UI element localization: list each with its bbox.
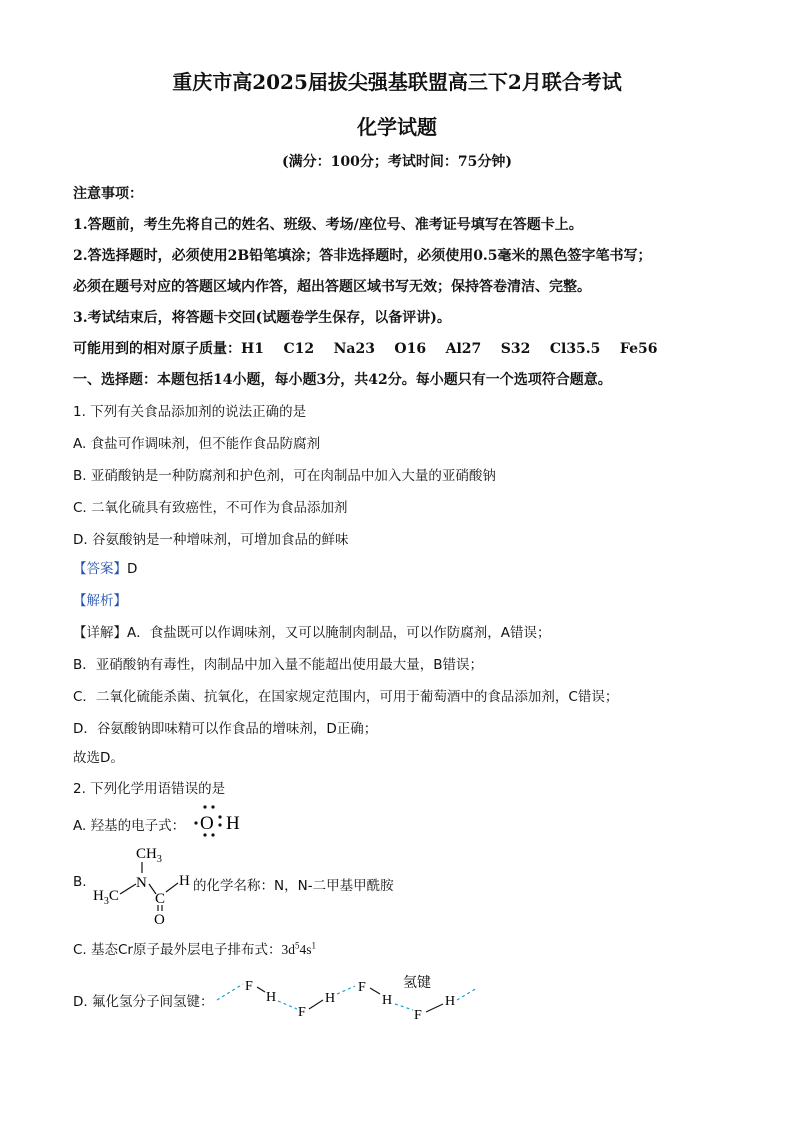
q1-option-b: B. 亚硝酸钠是一种防腐剂和护色剂，可在肉制品中加入大量的亚硝酸钠 — [73, 468, 496, 484]
covalent-bond — [309, 1000, 323, 1009]
covalent-bond — [257, 987, 265, 992]
fluorine-atom: F — [245, 979, 253, 994]
fluorine-atom: F — [358, 980, 366, 995]
q2-stem: 2. 下列化学用语错误的是 — [73, 781, 226, 797]
ch3-top: $CH_3$ — [136, 846, 162, 865]
covalent-bond — [370, 988, 380, 994]
answer-value: D — [127, 561, 138, 577]
hydrogen-atom: H — [382, 993, 393, 1008]
q1-option-c: C. 二氧化硫具有致癌性，不可作为食品添加剂 — [73, 500, 348, 516]
q1-conclusion: 故选D。 — [73, 750, 124, 766]
h3c-left: $H_3C$ — [93, 888, 119, 907]
hydrogen-bond — [337, 986, 355, 994]
fluorine-atom: F — [414, 1008, 422, 1022]
section-heading: 一、选择题：本题包括14小题，每小题3分，共42分。每小题只有一个选项符合题意。 — [73, 372, 612, 388]
electron-dot — [218, 823, 221, 826]
note-item: 3.考试结束后，将答题卡交回(试题卷学生保存，以备评讲)。 — [73, 310, 451, 326]
q2-option-c — [73, 938, 316, 958]
hydrogen-bond — [457, 988, 477, 1000]
hf-hydrogen-bond-diagram — [215, 972, 485, 1022]
carbon-atom: C — [155, 891, 166, 907]
q1-detail-b: B．亚硝酸钠有毒性，肉制品中加入量不能超出使用最大量，B错误； — [73, 657, 484, 673]
q2-option-a: A. 羟基的电子式： — [73, 818, 186, 834]
q1-detail-d: D．谷氨酸钠即味精可以作食品的增味剂，D正确； — [73, 721, 378, 737]
hydrogen-atom: H — [325, 991, 336, 1006]
electron-dot — [203, 805, 206, 808]
q1-detail-c: C．二氧化硫能杀菌、抗氧化，在国家规定范围内，可用于葡萄酒中的食品添加剂，C错误； — [73, 689, 619, 705]
subject-title: 化学试题 — [357, 115, 437, 139]
hydrogen-atom: H — [226, 813, 240, 834]
hydrogen-bond — [278, 1001, 297, 1009]
note-item: 2.答选择题时，必须使用2B铅笔填涂；答非选择题时，必须使用0.5毫米的黑色签字笔书写； — [73, 248, 652, 264]
note-item: 1.答题前，考生先将自己的姓名、班级、考场/座位号、准考证号填写在答题卡上。 — [73, 217, 583, 233]
hydrogen-bond-label: 氢键 — [403, 976, 431, 991]
option-c-text: C. 基态Cr原子最外层电子排布式： — [73, 942, 282, 958]
analysis-label: 【解析】 — [73, 593, 127, 609]
q2-option-b-label: B. — [73, 874, 87, 890]
q1-option-a: A. 食盐可作调味剂，但不能作食品防腐剂 — [73, 436, 321, 452]
note-item: 必须在题号对应的答题区域内作答，超出答题区域书写无效；保持答卷清洁、完整。 — [73, 279, 591, 295]
lone-electron-dot — [194, 821, 197, 824]
oxygen-atom: O — [200, 813, 214, 834]
hydrogen-bond — [217, 984, 243, 1000]
oxygen-atom: O — [154, 912, 165, 926]
answer-label: 【答案】 — [73, 561, 127, 577]
nitrogen-atom: N — [136, 875, 147, 891]
hydrogen-atom: H — [266, 990, 277, 1005]
covalent-bond — [426, 1004, 443, 1012]
electron-dot — [211, 805, 214, 808]
notes-heading: 注意事项： — [73, 186, 143, 202]
detail-text: A．食盐既可以作调味剂，又可以腌制肉制品，可以作防腐剂，A错误； — [127, 625, 551, 641]
atomic-masses: 可能用到的相对原子质量：H1 C12 Na23 O16 Al27 S32 Cl35.5 Fe56 — [73, 341, 658, 357]
cr-config: $3d^54s^1$ — [281, 940, 317, 957]
dmf-structure — [90, 838, 200, 926]
hydrogen-bond — [395, 1004, 413, 1010]
q2-option-b-text: 的化学名称：N，N-二甲基甲酰胺 — [193, 878, 394, 894]
q1-answer — [73, 557, 137, 577]
bond-n-h3c — [120, 884, 136, 894]
fluorine-atom: F — [298, 1005, 306, 1020]
exam-title: 重庆市高2025届拔尖强基联盟高三下2月联合考试 — [172, 70, 622, 94]
q1-stem: 1. 下列有关食品添加剂的说法正确的是 — [73, 404, 307, 420]
electron-dot — [218, 815, 221, 818]
detail-label: 【详解】 — [73, 625, 127, 641]
exam-meta: (满分：100分；考试时间：75分钟) — [282, 154, 512, 170]
q2-option-d: D. 氟化氢分子间氢键： — [73, 994, 214, 1010]
hydroxyl-electron-formula — [190, 802, 250, 838]
hydrogen-atom: H — [445, 994, 456, 1009]
q1-option-d: D. 谷氨酸钠是一种增味剂，可增加食品的鲜味 — [73, 532, 349, 548]
hydrogen-atom: H — [179, 873, 190, 889]
q1-detail-a — [73, 621, 550, 641]
bond-c-h — [166, 883, 178, 892]
